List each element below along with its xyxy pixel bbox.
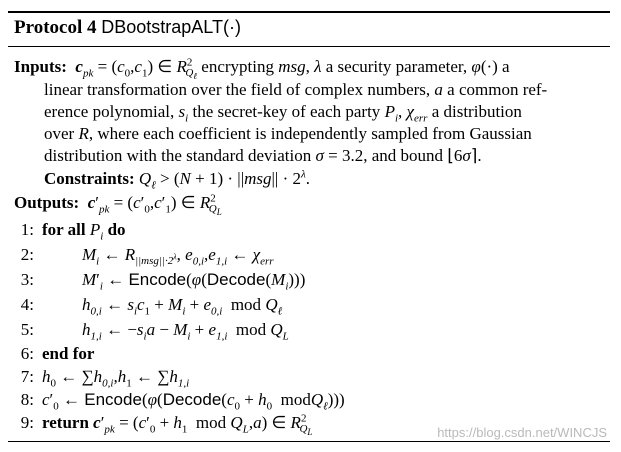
step-4: 4: $h_{0,i}$ ← $s_ic_1 + M_i + e_{0,i}$ mod $Q_\ell$ [20, 295, 283, 318]
outputs-label: Outputs: [14, 193, 80, 212]
header-rule [8, 46, 610, 47]
protocol-arg: (·) [222, 17, 241, 37]
protocol-label: Protocol 4 [14, 17, 97, 38]
watermark: https://blog.csdn.net/WINCJS [437, 425, 607, 440]
inputs-line-3: erence polynomial, $s_i$ the secret-key of each party $P_i$, $\chi_{err}$ a distribution [44, 102, 522, 125]
step-2: 2: $M_i$ ← $R_{||msg||\cdot 2^\lambda}$, $e_{0,i},e_{1,i}$ ← $\chi_{err}$ [20, 245, 274, 268]
protocol-name: DBootstrapALT [101, 17, 223, 37]
outputs-text: $c'_{pk} = (c'_0,c'_1)$ ∈ $R^2_{Q_L}$ [87, 192, 222, 218]
top-rule [8, 11, 610, 13]
step-7: 7: $h_0$ ← $\sum h_{0,i},h_1$ ← $\sum h_{1,i}$ [20, 367, 190, 390]
constraints-line [44, 168, 310, 192]
step-5: 5: $h_{1,i}$ ← $-s_ia - M_i + e_{1,i}$ mod $Q_L$ [20, 320, 289, 343]
inputs-line-4: over R, where each coefficient is independently sampled from Gaussian [44, 124, 532, 143]
inputs-label: Inputs: [14, 57, 67, 76]
inputs-line-5: distribution with the standard deviation σ = 3.2, and bound ⌊6σ⌉. [44, 146, 482, 165]
step-9: 9: return $c'_{pk} = (c'_0 + h_1$ mod $Q_L,a$) ∈ $R^2_{Q_L}$ [20, 412, 313, 438]
protocol-header [14, 17, 241, 39]
constraints-text: $Q_\ell > (N + 1) \cdot ||msg|| \cdot 2^\lambda$. [138, 168, 310, 192]
step-8: 8: $c'_0$ ← $Encode(\varphi(Decode(c_0 + h_0$ modQ$_\ell$))) [20, 390, 345, 413]
step-3: 3: $M'_i$ ← $Encode(\varphi(Decode(M_i)))$ [20, 270, 306, 293]
inputs-line-1 [14, 56, 510, 82]
inputs-text-1: $c_{pk} = (c_0,c_1)$ ∈ $R^2_{Q_\ell}$ encrypting msg, λ a security parameter, φ(·) a [75, 56, 510, 82]
outputs-line [14, 192, 222, 218]
inputs-line-2: linear transformation over the field of complex numbers, a a common ref- [44, 80, 548, 99]
constraints-label: Constraints: [44, 169, 135, 188]
step-6: 6: end for [20, 344, 95, 363]
bottom-rule [8, 441, 610, 442]
step-1: 1: for all $P_i$ do [20, 220, 126, 243]
